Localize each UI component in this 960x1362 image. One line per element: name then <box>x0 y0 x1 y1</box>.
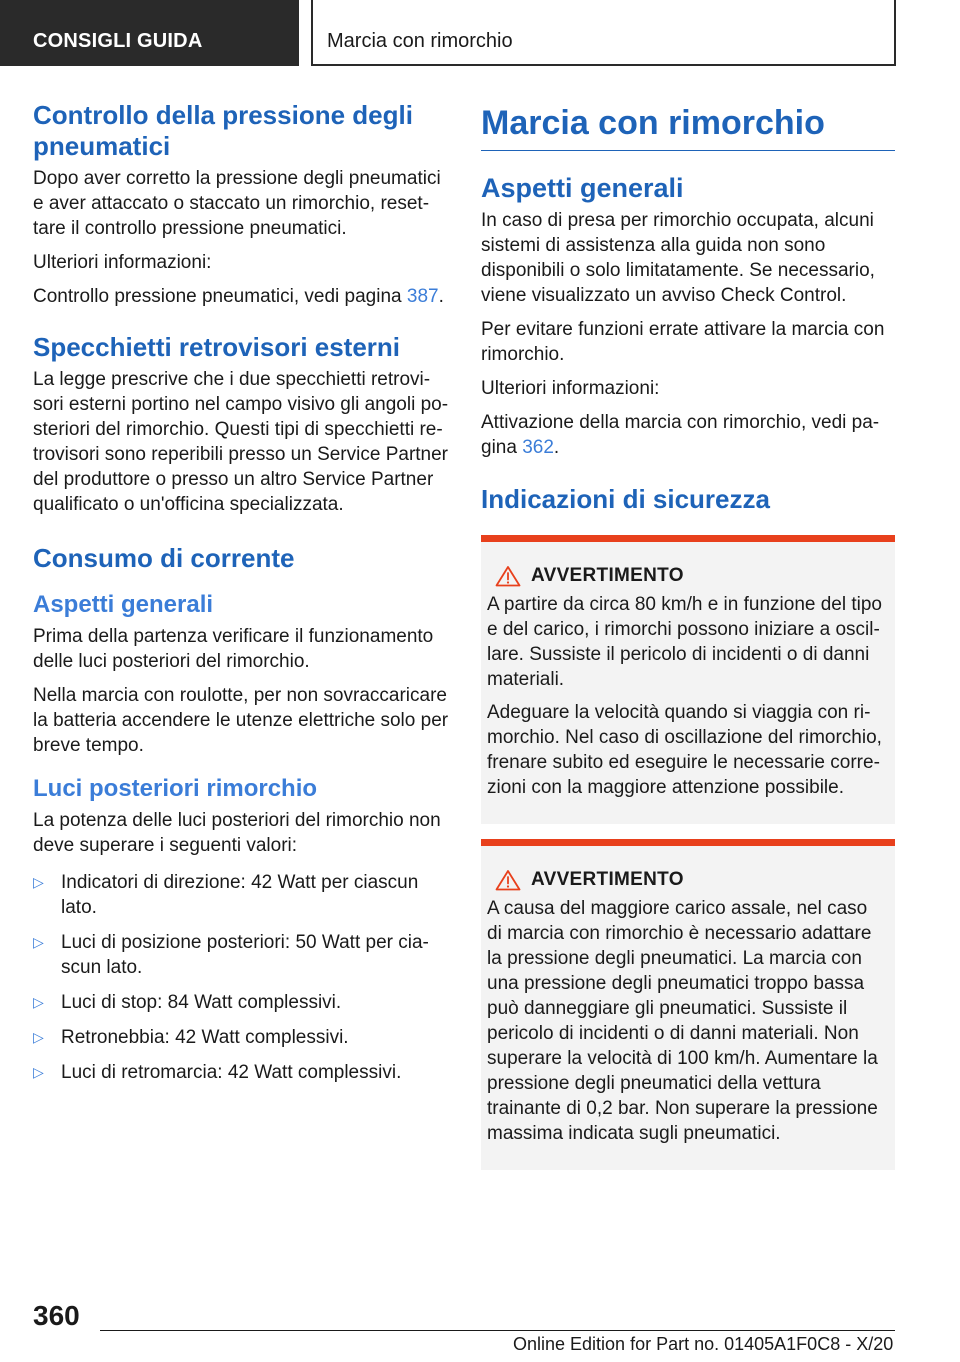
warning-box <box>481 839 895 1170</box>
warning-paragraph: Adeguare la velocità quando si viaggia con rimorchio. Nel caso di oscillazione del rimorchio, frenare subito ed eseguire le necessarie correzioni con la maggiore attenzione possibile. <box>487 702 882 798</box>
general-paragraph-1: In caso di presa per rimorchio occupata, alcuni sistemi di assistenza alla guida non sono disponibili o solo limitatamente. Se necessario, viene visualizzato un avviso Check Control. <box>481 210 875 306</box>
tpms-reference-text: Controllo pressione pneumatici, vedi pagina <box>33 286 407 307</box>
edition-note: Online Edition for Part no. 01405A1F0C8 - X/20 <box>513 1334 894 1354</box>
list-item: ▷ Indicatori di direzione: 42 Watt per ciascun lato. <box>33 872 419 918</box>
warning-box <box>481 535 895 824</box>
mirrors-paragraph: La legge prescrive che i due specchietti retrovisori esterni portino nel campo visivo gli angoli posteriori del rimorchio. Questi tipi di specchietti retrovisori sono reperibili presso un Service Partner del produttore o presso un altro Service Partner qualificato o un'officina specializzata. <box>33 369 449 515</box>
power-paragraph-2: Nella marcia con roulotte, per non sovraccaricare la batteria accendere le utenze elettriche solo per breve tempo. <box>33 685 449 756</box>
list-item: ▷ Luci di retromarcia: 42 Watt complessivi. <box>33 1062 402 1083</box>
triangle-right-icon: ▷ <box>33 874 44 890</box>
page-footer <box>0 1300 960 1362</box>
general-section <box>481 173 895 460</box>
warning-title-text: AVVERTIMENTO <box>531 869 684 890</box>
warning-paragraph: A partire da circa 80 km/h e in funzione del tipo e del carico, i rimorchi possono iniziare a oscillare. Sussiste il pericolo di incidenti o di danni materiali. <box>487 594 883 690</box>
warning-title-text: AVVERTIMENTO <box>531 565 684 586</box>
warning-triangle-icon <box>495 869 521 891</box>
tpms-paragraph: Dopo aver corretto la pressione degli pneumatici e aver attaccato o staccato un rimorchio, resettare il controllo pressione pneumatici. <box>33 168 441 239</box>
chapter-title: Marcia con rimorchio <box>311 0 896 66</box>
general-paragraph-2: Per evitare funzioni errate attivare la marcia con rimorchio. <box>481 319 885 365</box>
page-header <box>0 0 960 66</box>
warning-triangle-icon <box>495 565 521 587</box>
tail-lights-list <box>33 870 449 1085</box>
general-reference-text: Attivazione della marcia con rimorchio, vedi pagina <box>481 412 880 458</box>
general-reference <box>481 410 895 460</box>
tpms-heading: Controllo della pressione degli pneumatici <box>33 100 413 161</box>
general-heading: Aspetti generali <box>481 173 684 203</box>
list-item: ▷ Luci di posizione posteriori: 50 Watt per ciascun lato. <box>33 932 429 978</box>
general-reference-end: . <box>553 437 560 458</box>
tail-lights-paragraph: La potenza delle luci posteriori del rimorchio non deve superare i seguenti valori: <box>33 810 441 856</box>
general-more-info-label: Ulteriori informazioni: <box>481 378 660 399</box>
tpms-section <box>33 100 449 309</box>
triangle-right-icon: ▷ <box>33 934 44 950</box>
left-column <box>33 100 449 1095</box>
list-item: ▷ Luci di stop: 84 Watt complessivi. <box>33 992 342 1013</box>
page-number: 360 <box>33 1300 80 1331</box>
power-general-heading: Aspetti generali <box>33 591 214 618</box>
page-title: Marcia con rimorchio <box>481 100 895 151</box>
footer-divider <box>100 1330 895 1331</box>
general-page-link[interactable]: 362 <box>522 437 554 458</box>
power-section <box>33 543 449 1085</box>
triangle-right-icon: ▷ <box>33 1064 44 1080</box>
tpms-reference <box>33 284 449 309</box>
safety-heading: Indicazioni di sicurezza <box>481 484 770 514</box>
triangle-right-icon: ▷ <box>33 1029 44 1045</box>
power-heading: Consumo di corrente <box>33 543 295 573</box>
warning-title <box>487 564 887 588</box>
power-paragraph-1: Prima della partenza verificare il funzionamento delle luci posteriori del rimorchio. <box>33 626 434 672</box>
tpms-reference-end: . <box>438 286 444 307</box>
section-label: CONSIGLI GUIDA <box>0 0 299 66</box>
list-item: ▷ Retronebbia: 42 Watt complessivi. <box>33 1027 349 1048</box>
mirrors-heading: Specchietti retrovisori esterni <box>33 332 401 362</box>
triangle-right-icon: ▷ <box>33 994 44 1010</box>
warning-title <box>487 868 887 892</box>
tail-lights-heading: Luci posteriori rimorchio <box>33 775 318 802</box>
safety-section <box>481 484 895 1170</box>
warning-paragraph: A causa del maggiore carico assale, nel caso di marcia con rimorchio è necessario adattare la pressione degli pneumatici. La marcia con una pressione degli pneumatici troppo bassa può danneggiare gli pneumatici. Sussiste il pericolo di incidenti o di danni materiali. Non superare la velocità di 100 km/h. Aumentare la pressione degli pneumatici della vettura trainante di 0,2 bar. Non superare la pressione massima indicata sugli pneumatici. <box>487 898 878 1144</box>
right-column <box>481 100 895 1185</box>
tpms-more-info-label: Ulteriori informazioni: <box>33 252 212 273</box>
tpms-page-link[interactable]: 387 <box>406 286 439 307</box>
mirrors-section <box>33 332 449 517</box>
